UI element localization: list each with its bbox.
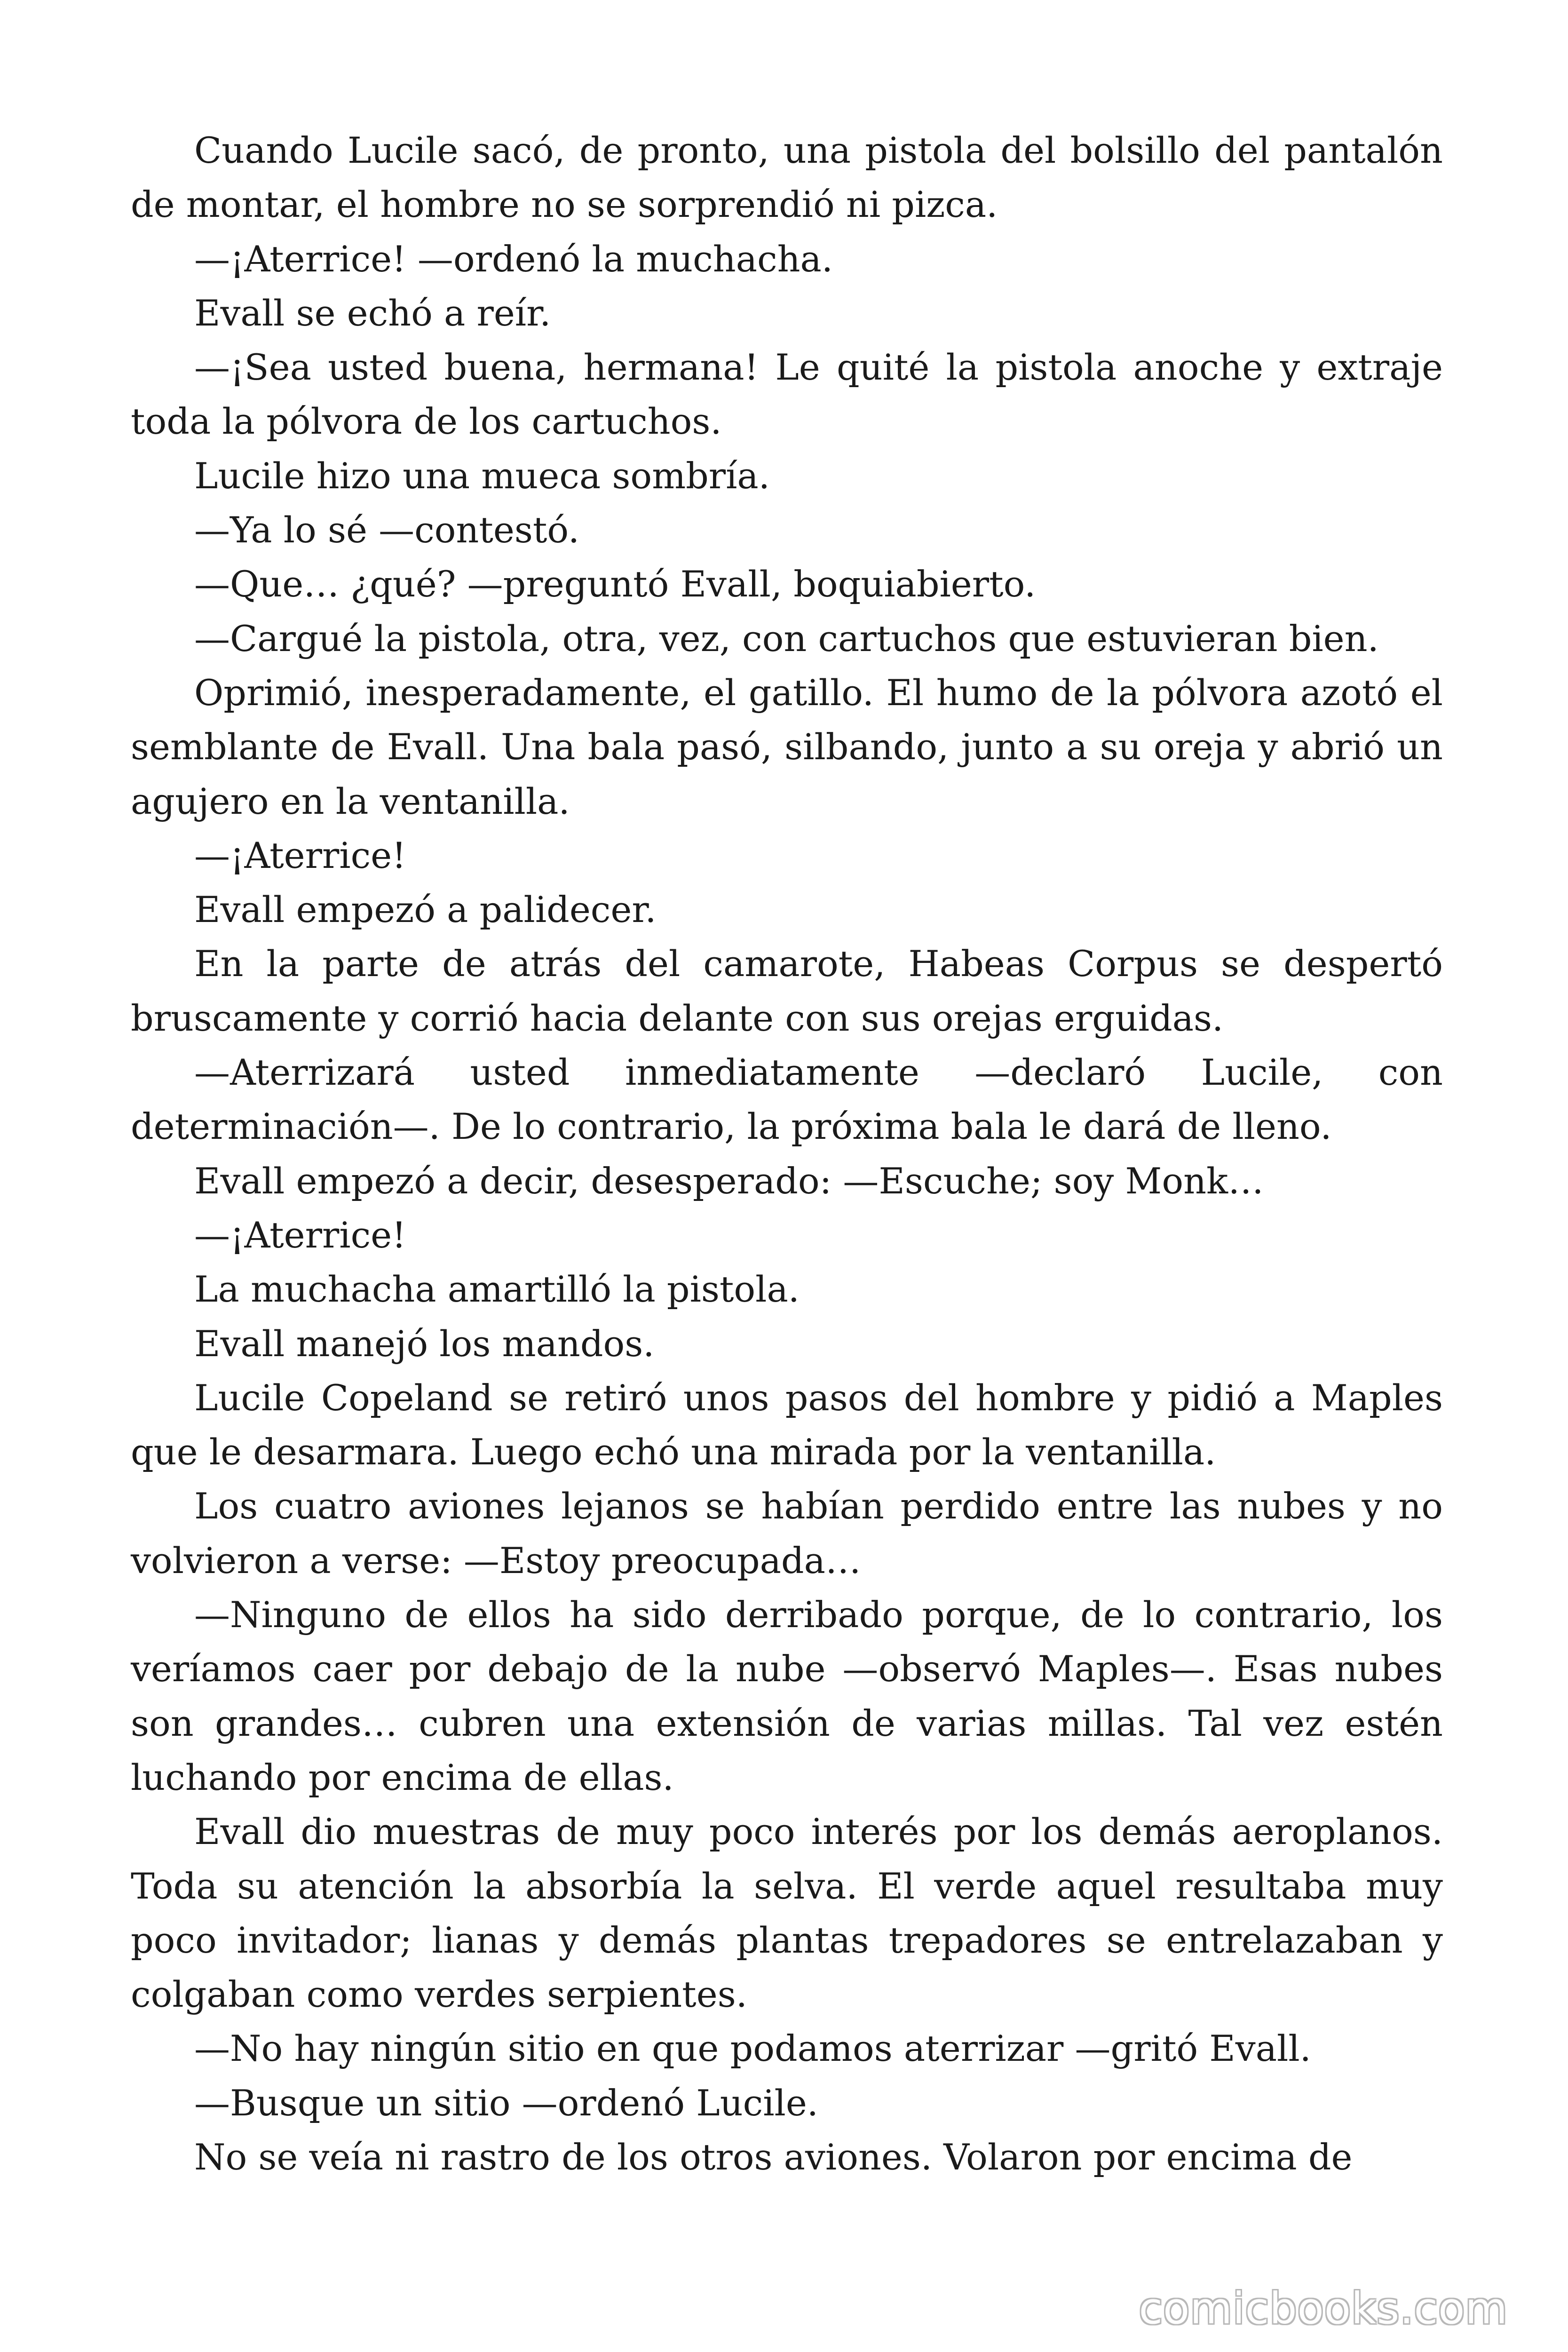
paragraph: Evall empezó a palidecer.: [194, 889, 657, 931]
paragraph: Evall manejó los mandos.: [194, 1322, 655, 1365]
paragraph: —Cargué la pistola, otra, vez, con cartuchos que estuvieran bien.: [194, 617, 1379, 660]
paragraph: —Ninguno de ellos ha sido derribado porque, de lo contrario, los veríamos caer por debajo de la nube —observó Maples—. Esas nubes son grandes… cubren una extensión de varias millas. Tal vez estén luchando por encima de ellas.: [131, 1594, 1443, 1798]
body-text: [131, 123, 1443, 2184]
paragraph: —Busque un sitio —ordenó Lucile.: [194, 2082, 818, 2124]
paragraph: —Que… ¿qué? —preguntó Evall, boquiabierto.: [194, 563, 1036, 605]
paragraph: Lucile Copeland se retiró unos pasos del hombre y pidió a Maples que le desarmara. Luego echó una mirada por la ventanilla.: [131, 1376, 1443, 1473]
paragraph: —Aterrizará usted inmediatamente —declaró Lucile, con determinación—. De lo contrario, la próxima bala le dará de lleno.: [131, 1051, 1443, 1148]
paragraph: —Ya lo sé —contestó.: [194, 509, 580, 551]
paragraph: —No hay ningún sitio en que podamos aterrizar —gritó Evall.: [194, 2027, 1311, 2070]
watermark: comicbooks.com: [1139, 2283, 1508, 2334]
paragraph: Lucile hizo una mueca sombría.: [194, 454, 770, 497]
paragraph: —¡Aterrice!: [194, 1214, 406, 1256]
paragraph: Oprimió, inesperadamente, el gatillo. El humo de la pólvora azotó el semblante de Evall. Una bala pasó, silbando, junto a su oreja y abrió un agujero en la ventanilla.: [131, 671, 1443, 822]
paragraph: —¡Aterrice!: [194, 834, 406, 876]
paragraph: La muchacha amartilló la pistola.: [194, 1268, 800, 1311]
paragraph: —¡Sea usted buena, hermana! Le quité la pistola anoche y extraje toda la pólvora de los cartuchos.: [131, 346, 1443, 443]
paragraph: No se veía ni rastro de los otros aviones. Volaron por encima de: [194, 2136, 1353, 2178]
paragraph: Los cuatro aviones lejanos se habían perdido entre las nubes y no volvieron a verse: —Estoy preocupada…: [131, 1485, 1443, 1581]
paragraph: Cuando Lucile sacó, de pronto, una pistola del bolsillo del pantalón de montar, el hombre no se sorprendió ni pizca.: [131, 129, 1443, 226]
paragraph: Evall se echó a reír.: [194, 292, 551, 334]
paragraph: —¡Aterrice! —ordenó la muchacha.: [194, 238, 833, 280]
paragraph: Evall empezó a decir, desesperado: —Escuche; soy Monk…: [194, 1160, 1264, 1202]
paragraph: Evall dio muestras de muy poco interés por los demás aeroplanos. Toda su atención la absorbía la selva. El verde aquel resultaba muy poco invitador; lianas y demás plantas trepadores se entrelazaban y colgaban como verdes serpientes.: [131, 1811, 1443, 2016]
paragraph: En la parte de atrás del camarote, Habeas Corpus se despertó bruscamente y corrió hacia delante con sus orejas erguidas.: [131, 943, 1443, 1039]
